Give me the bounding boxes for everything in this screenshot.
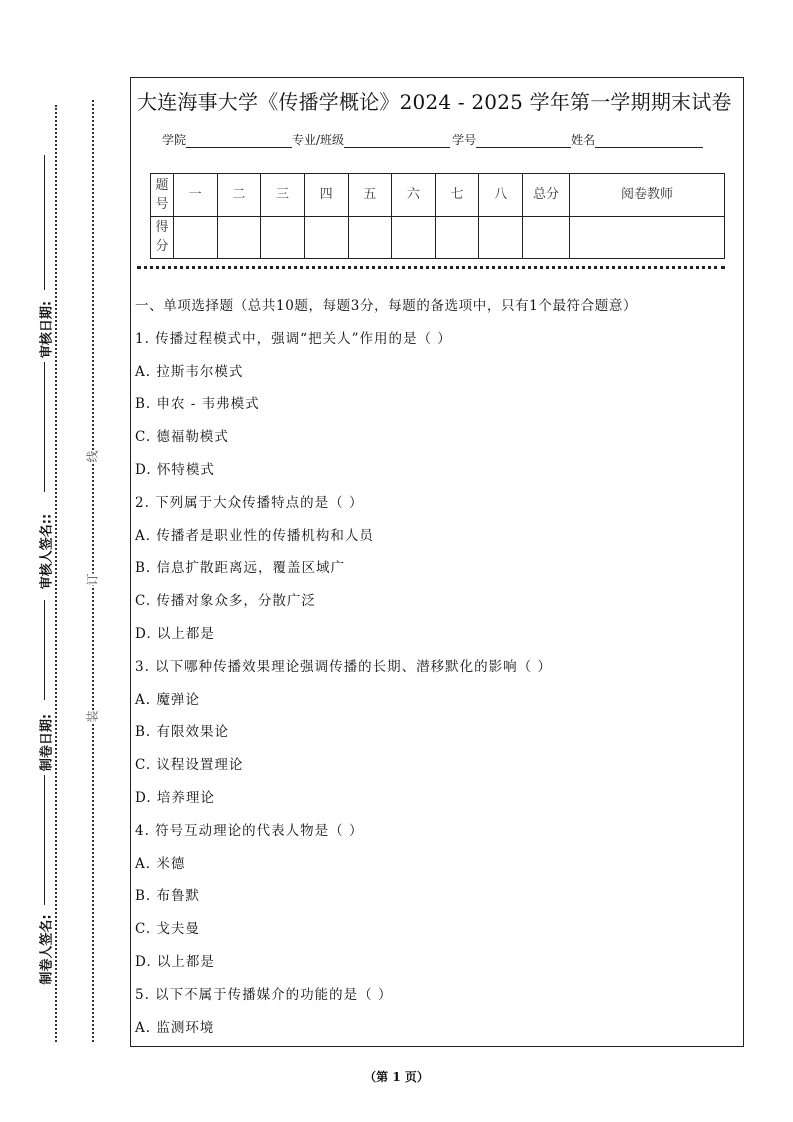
- major-class-label: 专业/班级: [292, 133, 345, 147]
- student-info-row: [162, 131, 703, 148]
- score-cell[interactable]: [348, 216, 392, 259]
- binding-dotted-line-outer: [55, 105, 57, 1042]
- question-line: 4. 符号互动理论的代表人物是（ ）: [135, 822, 364, 839]
- option-line: A. 拉斯韦尔模式: [135, 363, 244, 380]
- option-line: A. 传播者是职业性的传播机构和人员: [135, 527, 374, 544]
- score-cell[interactable]: [261, 216, 305, 259]
- question-line: 2. 下列属于大众传播特点的是（ ）: [135, 494, 364, 511]
- option-line: C. 戈夫曼: [135, 921, 200, 938]
- option-line: C. 传播对象众多，分散广泛: [135, 593, 316, 610]
- option-line: C. 德福勒模式: [135, 429, 229, 446]
- line-char: 线: [85, 450, 100, 463]
- question-number-label: 题号: [151, 174, 174, 217]
- column-header: 七: [435, 174, 479, 217]
- score-cell[interactable]: [523, 216, 570, 259]
- option-line: B. 布鲁默: [135, 888, 201, 905]
- bind-char: 装: [85, 710, 100, 723]
- paper-date-blank: [44, 600, 45, 700]
- order-char: 订: [85, 573, 100, 586]
- column-header: 总分: [523, 174, 570, 217]
- option-line: B. 申农 - 韦弗模式: [135, 396, 260, 413]
- paper-maker-sign-blank: [44, 775, 45, 905]
- score-table: [150, 173, 725, 259]
- student-id-field[interactable]: [476, 133, 571, 148]
- section-divider: [137, 266, 725, 269]
- question-number-row: [151, 174, 725, 217]
- column-header: 二: [217, 174, 261, 217]
- column-header: 八: [479, 174, 523, 217]
- score-cell[interactable]: [570, 216, 725, 259]
- name-label: 姓名: [571, 133, 596, 147]
- section-heading: 一、单项选择题（总共10题，每题3分，每题的备选项中，只有1个最符合题意）: [135, 298, 638, 314]
- reviewer-sign-blank: [44, 362, 45, 492]
- score-cell[interactable]: [304, 216, 348, 259]
- question-section: [135, 290, 637, 1044]
- score-cell[interactable]: [217, 216, 261, 259]
- college-label: 学院: [162, 133, 187, 147]
- college-field[interactable]: [186, 133, 292, 148]
- review-date-blank: [44, 155, 45, 290]
- exam-title: 大连海事大学《传播学概论》2024 - 2025 学年第一学期期末试卷: [137, 90, 732, 114]
- student-id-label: 学号: [452, 133, 477, 147]
- option-line: A. 监测环境: [135, 1019, 215, 1036]
- score-cell[interactable]: [435, 216, 479, 259]
- option-line: B. 有限效果论: [135, 724, 230, 741]
- column-header: 六: [392, 174, 436, 217]
- column-header: 五: [348, 174, 392, 217]
- column-header: 阅卷教师: [570, 174, 725, 217]
- question-line: 3. 以下哪种传播效果理论强调传播的长期、潜移默化的影响（ ）: [135, 658, 552, 675]
- question-line: 1. 传播过程模式中，强调“把关人”作用的是（ ）: [135, 330, 452, 347]
- option-line: D. 以上都是: [135, 953, 215, 970]
- score-cell[interactable]: [479, 216, 523, 259]
- score-cell[interactable]: [392, 216, 436, 259]
- option-line: D. 怀特模式: [135, 461, 215, 478]
- score-label: 得分: [151, 216, 174, 259]
- question-line: 5. 以下不属于传播媒介的功能的是（ ）: [135, 986, 393, 1003]
- option-line: B. 信息扩散距离远，覆盖区域广: [135, 560, 346, 577]
- option-line: D. 培养理论: [135, 789, 215, 806]
- option-line: A. 米德: [135, 855, 186, 872]
- option-line: A. 魔弹论: [135, 691, 200, 708]
- page-number: （第 1 页）: [364, 1070, 429, 1084]
- option-line: C. 议程设置理论: [135, 757, 244, 774]
- option-line: D. 以上都是: [135, 625, 215, 642]
- column-header: 一: [174, 174, 218, 217]
- review-date-label: 审核日期:: [39, 300, 55, 359]
- reviewer-sign-label: 审核人签名::: [39, 513, 55, 590]
- score-cell[interactable]: [174, 216, 218, 259]
- paper-maker-sign-label: 制卷人签名:: [39, 914, 55, 985]
- column-header: 三: [261, 174, 305, 217]
- binding-dotted-line-inner: [92, 100, 94, 1042]
- column-header: 四: [304, 174, 348, 217]
- paper-date-label: 制卷日期:: [39, 713, 55, 772]
- score-row: [151, 216, 725, 259]
- major-class-field[interactable]: [344, 133, 450, 148]
- name-field[interactable]: [595, 133, 703, 148]
